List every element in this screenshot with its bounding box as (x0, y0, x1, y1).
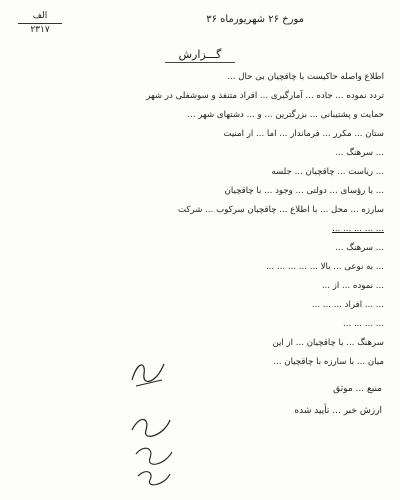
reference-box (14, 10, 66, 36)
report-body (16, 68, 384, 372)
document-title (0, 48, 400, 63)
body-line: سرهنگ ... با چاقچیان ... از این (272, 338, 384, 348)
body-line-underlined: ... ... ... ... ... (332, 224, 384, 234)
body-line: ... با رؤسای ... دولتی ... وجود ... با چاقچیان (224, 186, 384, 196)
body-line: ... سرهنگ ... (335, 148, 384, 158)
body-line: ... سرهنگ ... (335, 243, 384, 253)
reference-label: الف (32, 11, 48, 21)
body-line: ... ... افراد ... ... ... (311, 300, 384, 310)
body-line: حمایت و پشتیبانی ... بزرگترین ... و ... دشتهای شهر ... (187, 110, 384, 120)
signature-initials (126, 350, 172, 396)
report-footer (182, 378, 382, 422)
body-line: سارزه ... محل ... با اطلاع ... چاقچیان سرکوب ... شرکت (177, 205, 384, 215)
document-date: مورخ ۲۶ شهریورماه ۳۶ (206, 14, 304, 25)
source-line: منبع ... موثق (333, 384, 382, 394)
body-line: ... ... ... ... (343, 319, 384, 329)
body-line: میان ... با سارزه با چاقچیان ... (273, 357, 384, 367)
body-line: ... نموده ... از ... (321, 281, 384, 291)
title-underline (165, 62, 235, 63)
reference-number: ۲۳۱۷ (30, 25, 50, 35)
body-line: ... به نوعی ... بالا ... ... ... ... ... (266, 262, 384, 272)
body-line: ... ریاست ... چاقچیان ... جلسه (271, 167, 384, 177)
document-title-text: گـــزارش (178, 48, 222, 61)
evaluation-line: ارزش خبر ... تأیید شده (294, 406, 382, 416)
handwritten-signature (124, 410, 180, 488)
body-line: اطلاع واصله حاکیست با چاقچیان بی حال ... (227, 72, 384, 82)
body-line: تردد نموده ... جاده ... آمارگیری ... افراد متنفذ و سوشفلی در شهر (146, 91, 384, 101)
body-line: ستان ... مکرر ... فرماندار ... اما ... ار امنیت (223, 129, 384, 139)
